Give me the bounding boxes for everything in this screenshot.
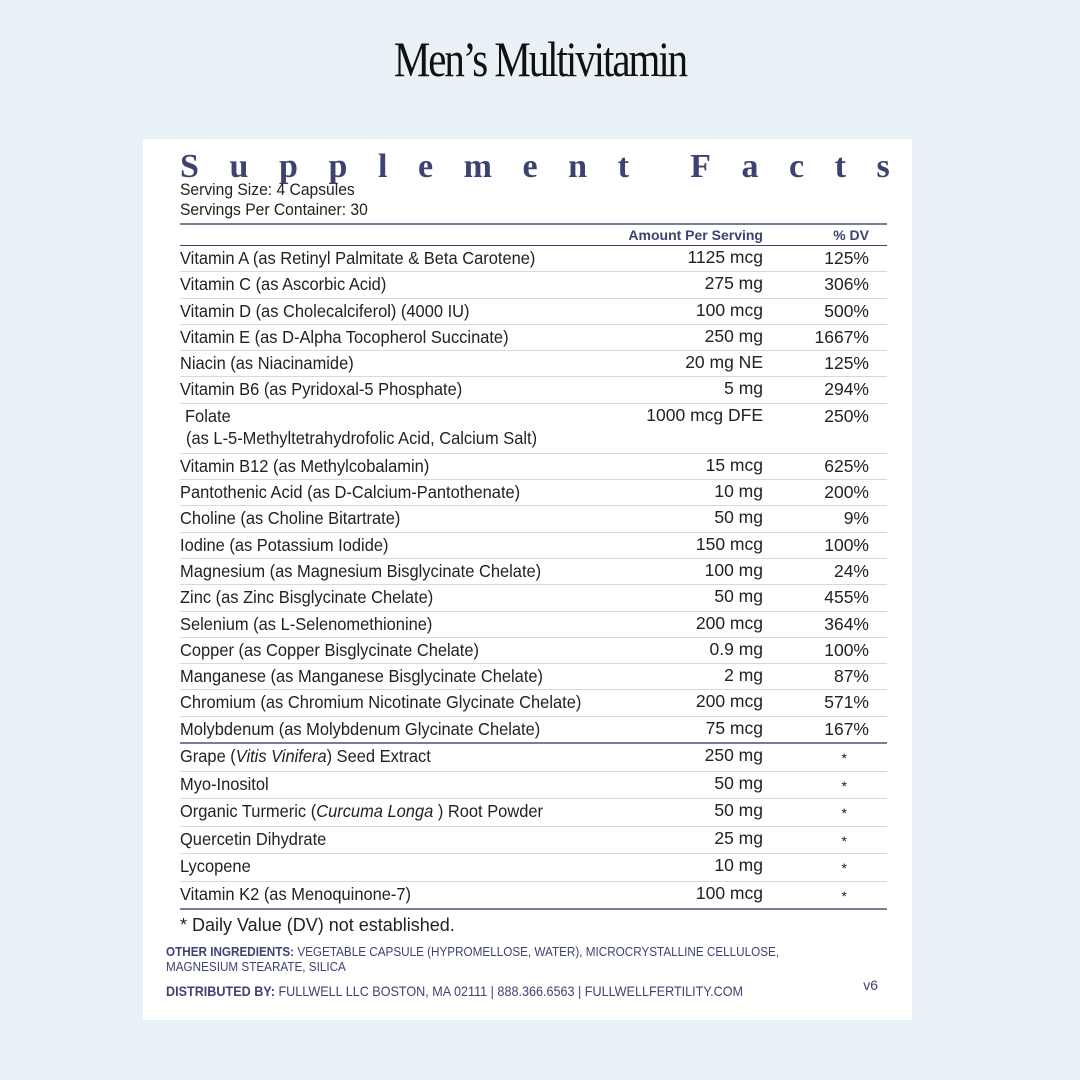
ingredient-name: Myo-Inositol	[180, 773, 269, 794]
amount: 275 mg	[704, 273, 763, 294]
table-row	[180, 882, 887, 911]
heading-letter: c	[789, 148, 805, 185]
nutrient-name: Copper (as Copper Bisglycinate Chelate)	[180, 639, 479, 660]
nutrient-name: Pantothenic Acid (as D-Calcium-Pantothenate)	[180, 482, 521, 503]
amount: 5 mg	[724, 378, 763, 399]
table-row	[180, 559, 887, 585]
heading-letter: s	[876, 148, 890, 185]
nutrient-name: Magnesium (as Magnesium Bisglycinate Chelate)	[180, 560, 542, 581]
amount: 100 mg	[704, 559, 763, 580]
nutrient-name: Iodine (as Potassium Iodide)	[180, 534, 389, 555]
nutrient-name: Molybdenum (as Molybdenum Glycinate Chelate)	[180, 718, 541, 739]
table-row	[180, 638, 887, 664]
daily-value: 306%	[824, 274, 869, 295]
daily-value: 500%	[824, 300, 869, 321]
amount: 20 mg NE	[685, 352, 763, 373]
table-row	[180, 351, 887, 377]
daily-value: 455%	[824, 587, 869, 608]
amount: 150 mcg	[695, 533, 763, 554]
ingredient-name: Grape (Vitis Vinifera) Seed Extract	[180, 746, 431, 767]
heading-letter: F	[690, 148, 711, 185]
table-row	[180, 480, 887, 506]
amount: 10 mg	[714, 855, 763, 876]
nutrient-name: Niacin (as Niacinamide)	[180, 353, 354, 374]
table-row	[180, 506, 887, 532]
heading-letter: l	[377, 148, 388, 185]
heading-letter: t	[617, 148, 629, 185]
amount: 15 mcg	[705, 454, 763, 475]
amount: 100 mcg	[695, 299, 763, 320]
daily-value: 571%	[824, 692, 869, 713]
table-row	[180, 772, 887, 800]
heading-letter: e	[522, 148, 538, 185]
table-row	[180, 299, 887, 325]
daily-value: 125%	[824, 353, 869, 374]
daily-value: 100%	[824, 534, 869, 555]
table-row	[180, 454, 887, 480]
nutrient-name: Vitamin C (as Ascorbic Acid)	[180, 274, 387, 295]
table-row	[180, 612, 887, 638]
heading-letter: e	[417, 148, 434, 185]
daily-value: 364%	[824, 613, 869, 634]
amount: 75 mcg	[705, 717, 763, 738]
ingredient-name: Organic Turmeric (Curcuma Longa ) Root Powder	[180, 801, 543, 822]
heading-letter: a	[741, 148, 759, 185]
daily-value: *	[841, 860, 847, 877]
amount: 200 mcg	[695, 691, 763, 712]
table-row	[180, 377, 887, 403]
nutrient-name: Manganese (as Manganese Bisglycinate Chelate)	[180, 666, 544, 687]
daily-value: *	[841, 750, 847, 767]
table-row	[180, 533, 887, 559]
amount-column-header: Amount Per Serving	[628, 227, 763, 243]
nutrient-name: Vitamin B12 (as Methylcobalamin)	[180, 455, 430, 476]
amount: 100 mcg	[695, 882, 763, 903]
daily-value: 100%	[824, 639, 869, 660]
daily-value: 294%	[824, 379, 869, 400]
amount: 50 mg	[714, 772, 763, 793]
heading-letter: p	[278, 148, 298, 185]
daily-value: 167%	[824, 718, 869, 739]
nutrient-name: Folate	[185, 405, 231, 426]
table-row	[180, 854, 887, 882]
table-row	[180, 404, 887, 454]
amount: 2 mg	[724, 665, 763, 686]
table-row	[180, 585, 887, 611]
daily-value: *	[841, 777, 847, 794]
heading-letter: p	[328, 148, 348, 185]
table-row	[180, 664, 887, 690]
amount: 0.9 mg	[709, 638, 763, 659]
heading-letter: n	[568, 148, 588, 185]
ingredient-name: Lycopene	[180, 856, 251, 877]
daily-value: *	[841, 805, 847, 822]
daily-value: 87%	[833, 666, 869, 687]
ingredient-name: Quercetin Dihydrate	[180, 828, 327, 849]
daily-value: 200%	[824, 482, 869, 503]
amount: 1000 mcg DFE	[646, 404, 763, 425]
amount: 50 mg	[714, 800, 763, 821]
daily-value: *	[841, 887, 847, 904]
nutrient-name: Choline (as Choline Bitartrate)	[180, 508, 401, 529]
amount: 50 mg	[714, 507, 763, 528]
ingredient-name: Vitamin K2 (as Menoquinone-7)	[180, 883, 412, 904]
dv-footnote: * Daily Value (DV) not established.	[180, 915, 455, 935]
daily-value: 1667%	[814, 326, 869, 347]
nutrient-name: Vitamin D (as Cholecalciferol) (4000 IU)	[180, 300, 470, 321]
table-header	[180, 223, 887, 246]
nutrient-name: Vitamin A (as Retinyl Palmitate & Beta Carotene)	[180, 248, 536, 268]
daily-value: 9%	[843, 508, 869, 529]
page-title: Men’s Multivitamin	[393, 31, 687, 87]
nutrient-form: (as L-5-Methyltetrahydrofolic Acid, Calcium Salt)	[186, 427, 538, 448]
amount: 25 mg	[714, 827, 763, 848]
amount: 250 mg	[704, 325, 763, 346]
table-row	[180, 272, 887, 298]
amount: 50 mg	[714, 586, 763, 607]
nutrient-name: Vitamin E (as D-Alpha Tocopherol Succinate)	[180, 326, 509, 347]
version-label: v6	[863, 977, 878, 993]
amount: 200 mcg	[695, 612, 763, 633]
daily-value: 250%	[824, 405, 869, 426]
nutrient-name: Selenium (as L-Selenomethionine)	[180, 613, 433, 634]
heading-letter: S	[180, 148, 199, 185]
nutrient-name: Vitamin B6 (as Pyridoxal-5 Phosphate)	[180, 379, 463, 400]
heading-letter: t	[834, 148, 846, 185]
daily-value: 625%	[824, 455, 869, 476]
nutrient-name: Chromium (as Chromium Nicotinate Glycinate Chelate)	[180, 692, 582, 713]
distributed-by: DISTRIBUTED BY: FULLWELL LLC BOSTON, MA 02111 | 888.366.6563 | FULLWELLFERTILITY.COM	[166, 983, 744, 999]
amount: 1125 mcg	[687, 247, 763, 267]
table-row	[180, 246, 887, 272]
amount: 10 mg	[714, 481, 763, 502]
servings-per-container: Servings Per Container: 30	[180, 200, 368, 219]
daily-value: 125%	[824, 248, 869, 268]
heading-letter: m	[463, 148, 492, 185]
serving-size: Serving Size: 4 Capsules	[180, 180, 355, 199]
table-row	[180, 744, 887, 772]
facts-table	[180, 223, 887, 910]
daily-value: 24%	[833, 560, 869, 581]
table-row	[180, 799, 887, 827]
dv-column-header: % DV	[833, 227, 869, 243]
table-row	[180, 827, 887, 855]
table-row	[180, 690, 887, 716]
table-row	[180, 717, 887, 744]
table-row	[180, 325, 887, 351]
supplement-facts-panel	[143, 139, 912, 1020]
nutrient-name: Zinc (as Zinc Bisglycinate Chelate)	[180, 587, 434, 608]
daily-value: *	[841, 832, 847, 849]
heading-letter: u	[229, 148, 249, 185]
other-ingredients: OTHER INGREDIENTS: VEGETABLE CAPSULE (HYPROMELLOSE, WATER), MICROCRYSTALLINE CELLULOSE, MAGNESIUM STEARATE, SILICA	[166, 944, 780, 974]
amount: 250 mg	[704, 745, 763, 766]
